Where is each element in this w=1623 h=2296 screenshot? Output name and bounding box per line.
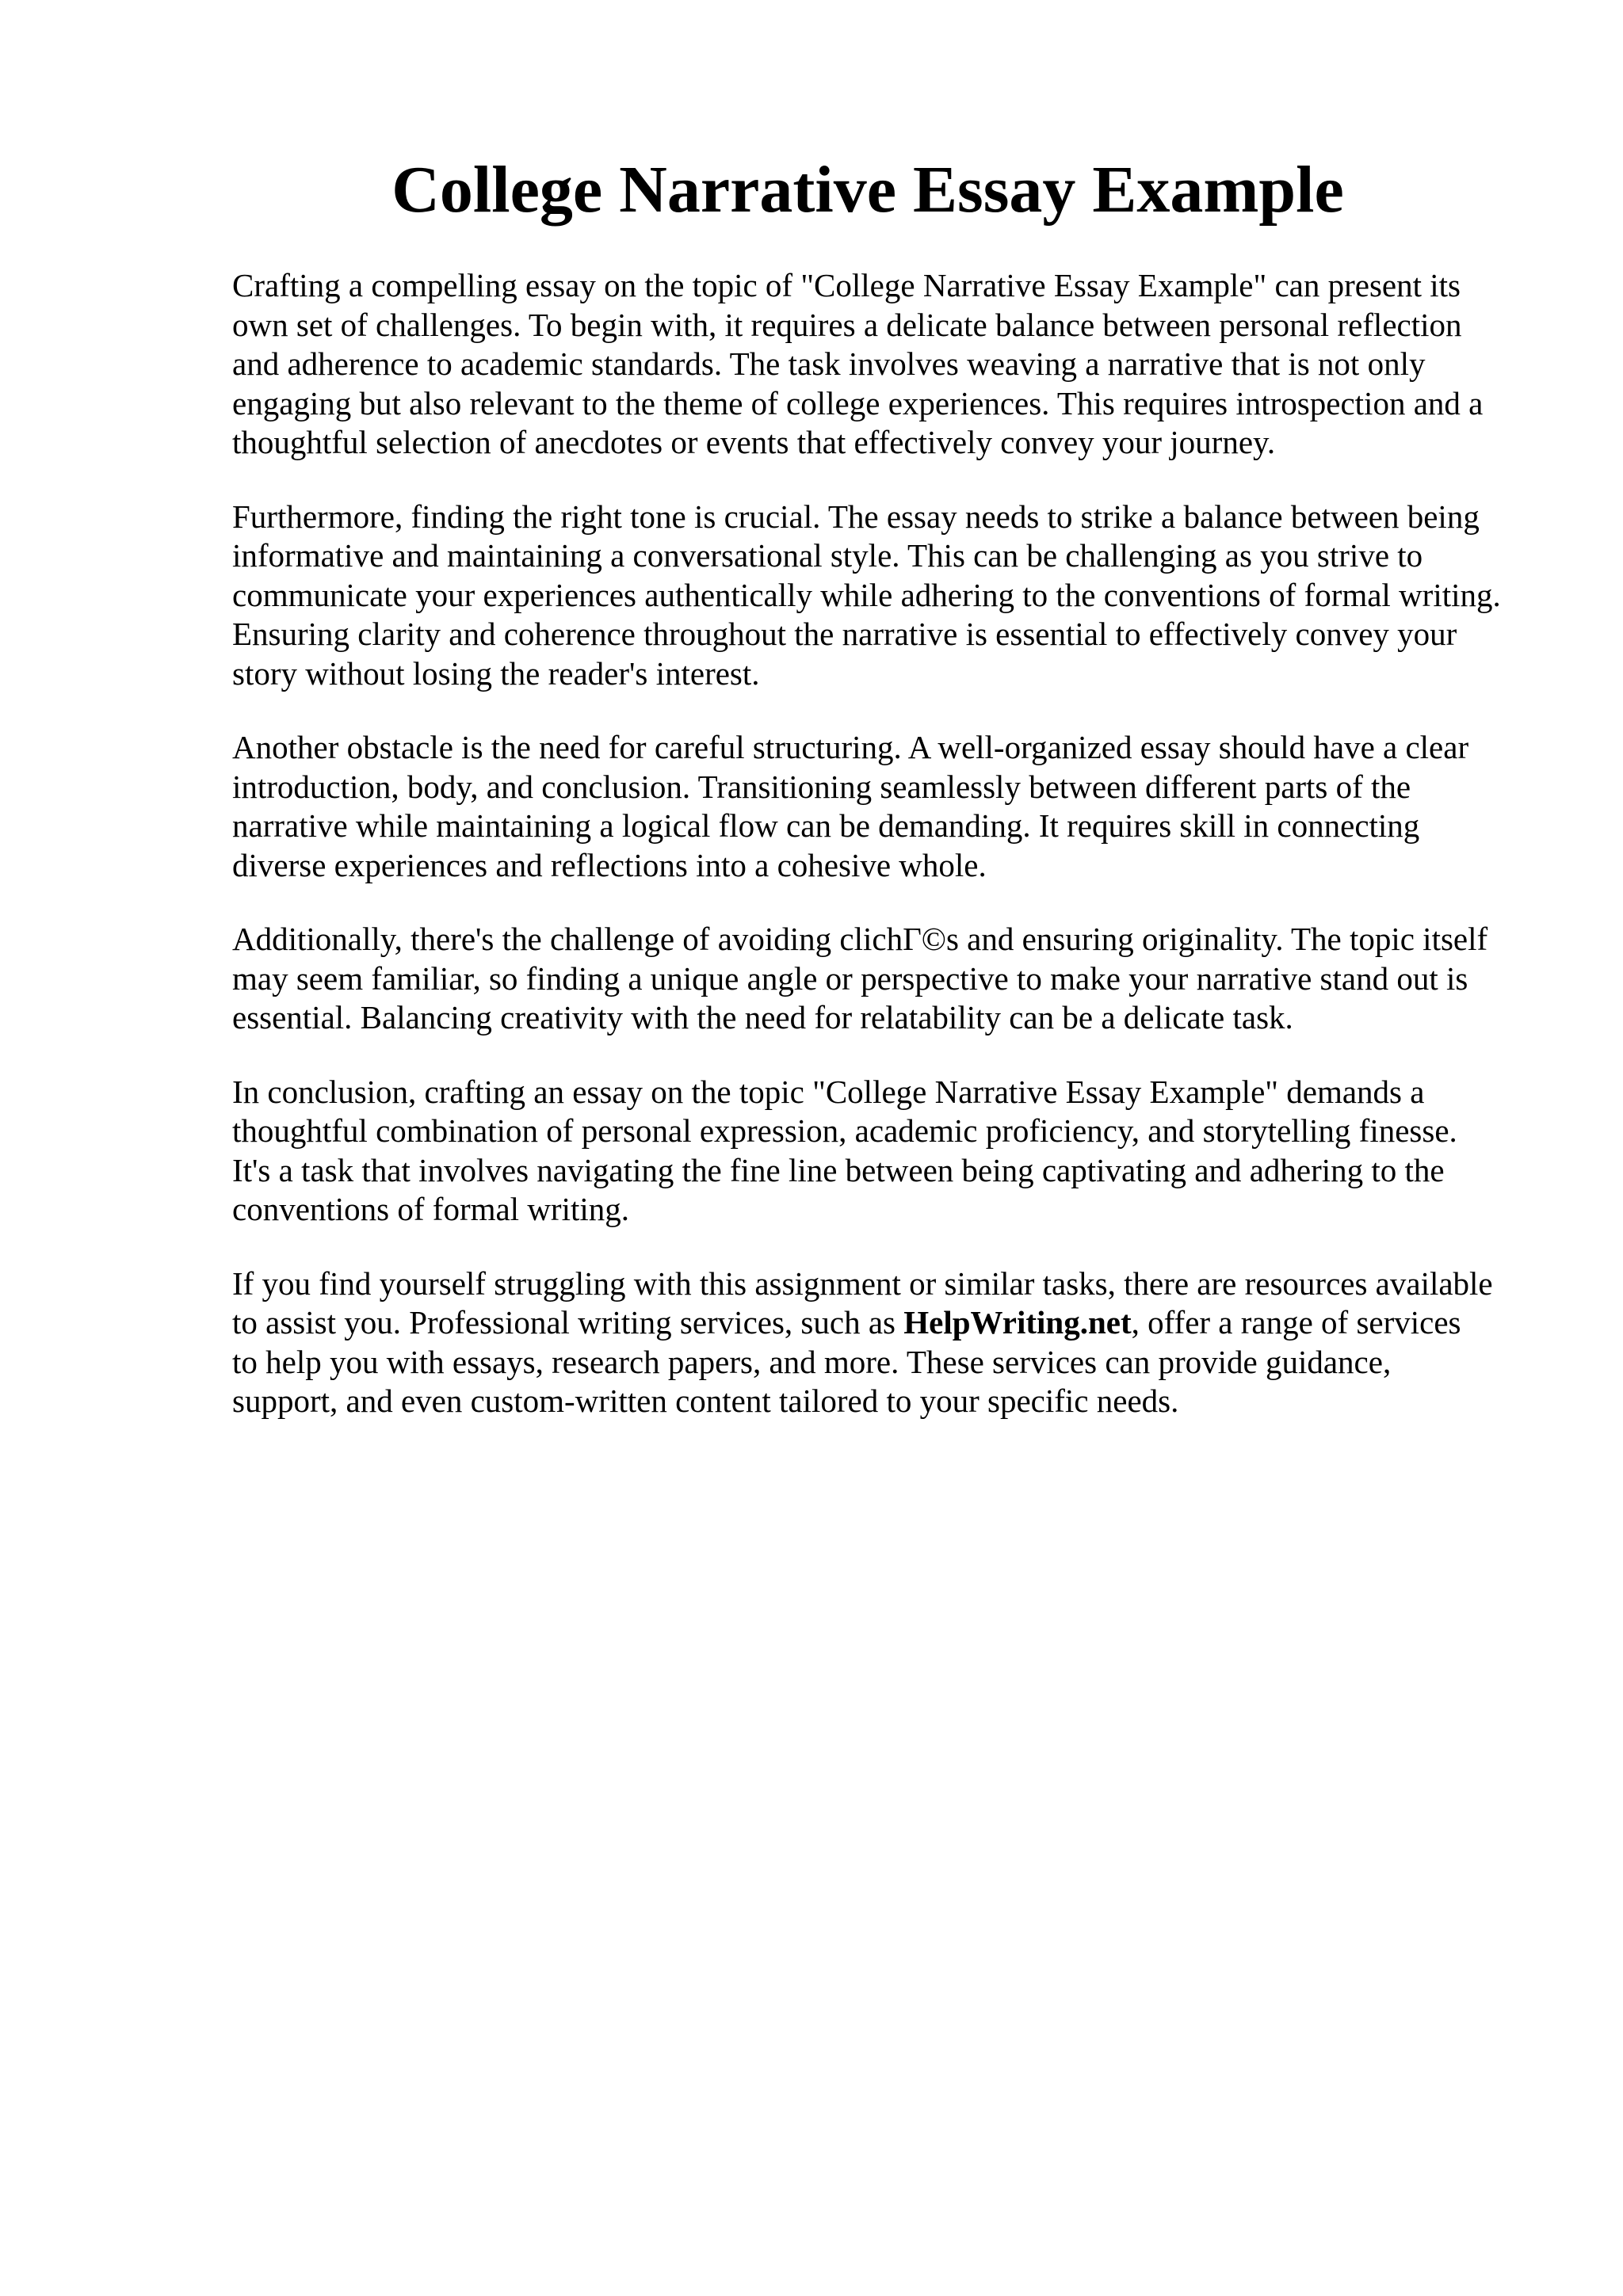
- paragraph-line: thoughtful combination of personal expression, academic proficiency, and storytelling finesse.: [232, 1112, 1457, 1149]
- paragraph-line: essential. Balancing creativity with the need for relatability can be a delicate task.: [232, 999, 1293, 1035]
- paragraph-line: thoughtful selection of anecdotes or events that effectively convey your journey.: [232, 424, 1276, 460]
- paragraph-line: conventions of formal writing.: [232, 1191, 630, 1227]
- paragraph-line: Crafting a compelling essay on the topic of "College Narrative Essay Example" can present its: [232, 267, 1461, 303]
- paragraph-line-with-link: [232, 1303, 1516, 1343]
- paragraph-2: [232, 498, 1516, 694]
- paragraph-line: If you find yourself struggling with this assignment or similar tasks, there are resources available: [232, 1264, 1493, 1302]
- paragraph-line: narrative while maintaining a logical flow can be demanding. It requires skill in connecting: [232, 807, 1420, 844]
- paragraph-line: may seem familiar, so finding a unique angle or perspective to make your narrative stand out is: [232, 959, 1468, 997]
- paragraph-line: informative and maintaining a conversational style. This can be challenging as you strive to: [232, 537, 1423, 574]
- paragraph-line: communicate your experiences authentically while adhering to the conventions of formal writing.: [232, 576, 1501, 613]
- paragraph-1: [232, 266, 1516, 463]
- paragraph-3: [232, 728, 1516, 885]
- paragraph-line: diverse experiences and reflections into a cohesive whole.: [232, 846, 987, 883]
- paragraph-6: [232, 1264, 1516, 1421]
- paragraph-4: [232, 920, 1516, 1038]
- document-body: [232, 266, 1516, 1456]
- paragraph-line: Additionally, there's the challenge of avoiding clichΓ©s and ensuring originality. The topic itself: [232, 921, 1488, 957]
- paragraph-line: own set of challenges. To begin with, it requires a delicate balance between personal reflection: [232, 306, 1462, 343]
- paragraph-line: and adherence to academic standards. The task involves weaving a narrative that is not only: [232, 345, 1426, 382]
- paragraph-line: engaging but also relevant to the theme of college experiences. This requires introspection and a: [232, 384, 1484, 421]
- paragraph-line: In conclusion, crafting an essay on the topic "College Narrative Essay Example" demands a: [232, 1073, 1425, 1110]
- paragraph-line: support, and even custom-written content tailored to your specific needs.: [232, 1383, 1179, 1419]
- document-title: College Narrative Essay Example: [391, 153, 1344, 227]
- paragraph-line: introduction, body, and conclusion. Transitioning seamlessly between different parts of the: [232, 768, 1411, 805]
- line-text-before-link: to assist you. Professional writing services, such as: [232, 1304, 904, 1341]
- paragraph-line: It's a task that involves navigating the fine line between being captivating and adhering to the: [232, 1151, 1445, 1188]
- paragraph-line: Furthermore, finding the right tone is crucial. The essay needs to strike a balance between being: [232, 498, 1480, 535]
- paragraph-5: [232, 1073, 1516, 1230]
- paragraph-line: to help you with essays, research papers, and more. These services can provide guidance,: [232, 1343, 1392, 1380]
- paragraph-line: story without losing the reader's interest.: [232, 654, 760, 692]
- line-text-after-link: , offer a range of services: [1131, 1304, 1461, 1341]
- paragraph-line: Ensuring clarity and coherence throughout the narrative is essential to effectively convey your: [232, 616, 1457, 652]
- helpwriting-link[interactable]: HelpWriting.net: [903, 1304, 1132, 1341]
- paragraph-line: Another obstacle is the need for careful structuring. A well-organized essay should have a clear: [232, 729, 1469, 765]
